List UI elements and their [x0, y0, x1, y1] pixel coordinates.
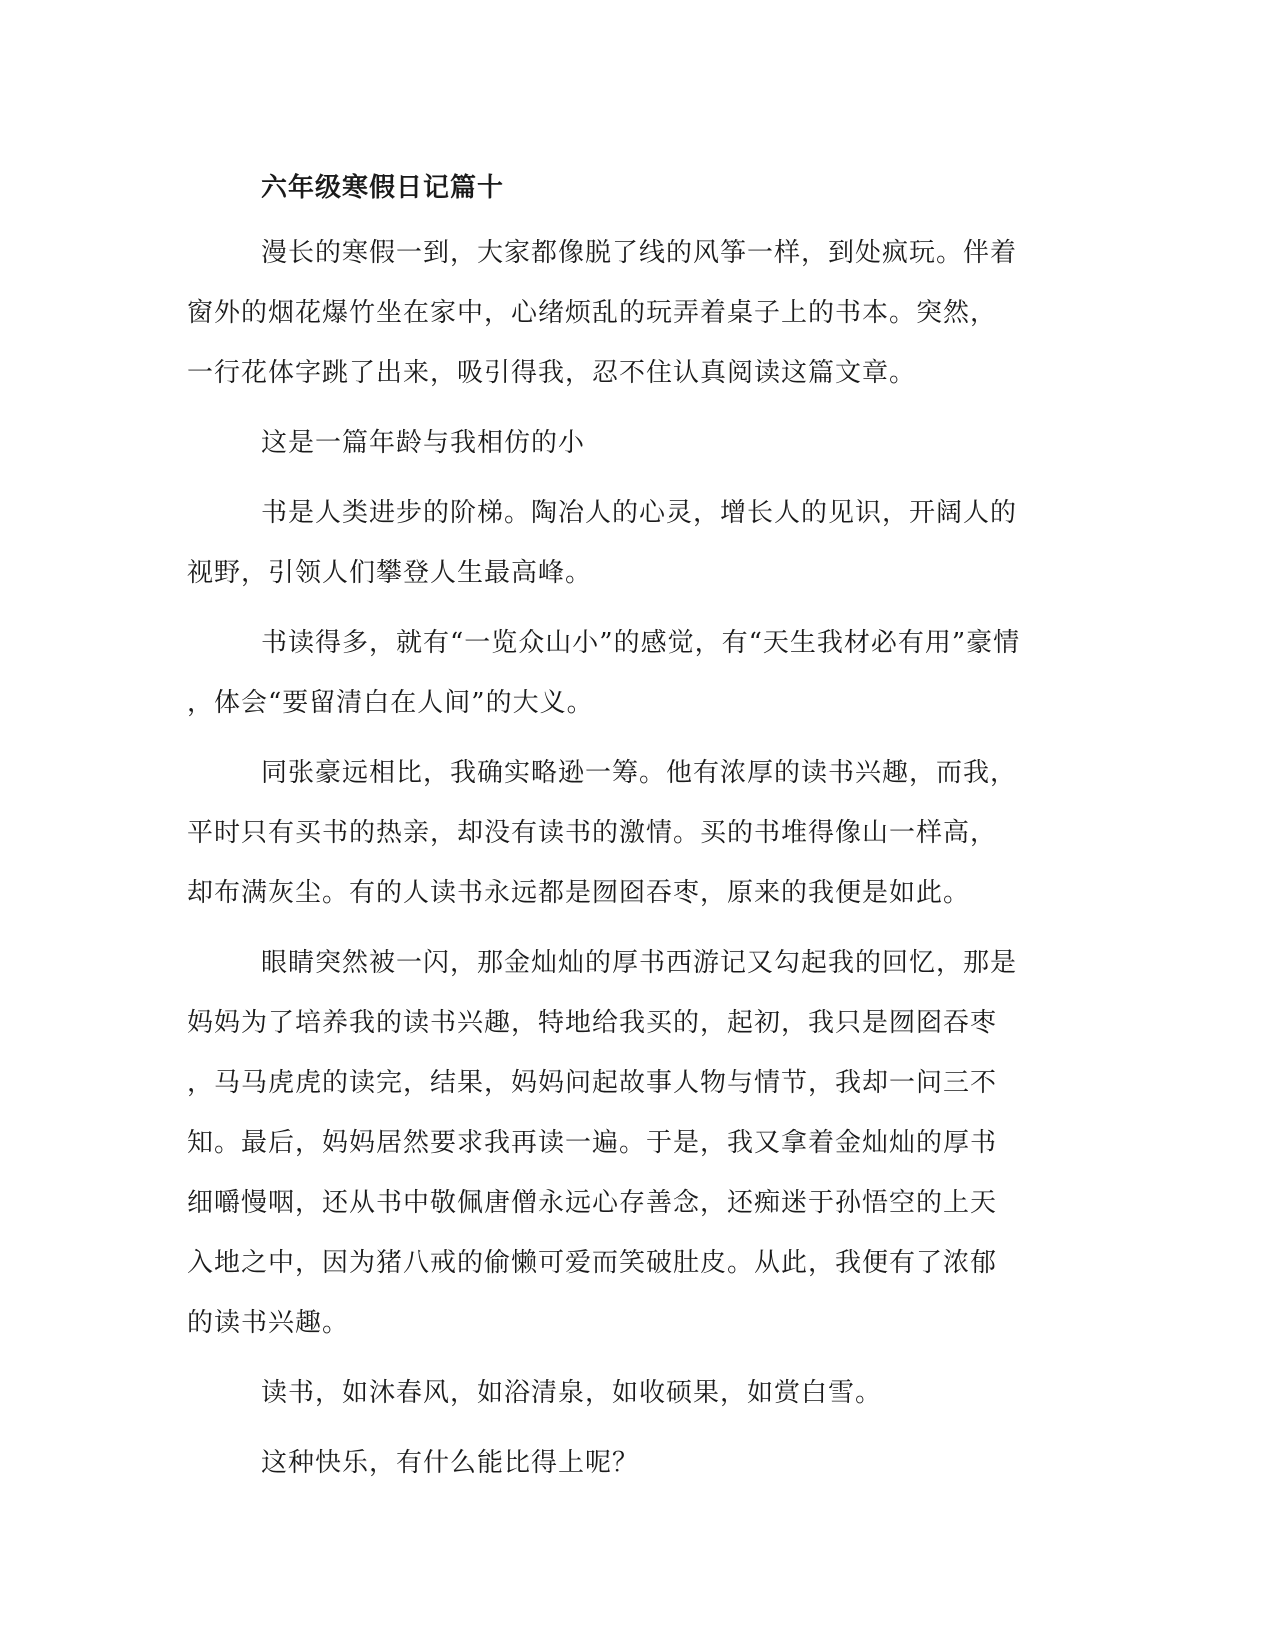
paragraph-line: 视野，引领人们攀登人生最高峰。: [187, 558, 593, 588]
paragraph-line: ，马马虎虎的读完，结果，妈妈问起故事人物与情节，我却一问三不: [187, 1068, 998, 1098]
paragraph-2: [187, 413, 1067, 473]
paragraph-line: 妈妈为了培养我的读书兴趣，特地给我买的，起初，我只是囫囵吞枣: [187, 1008, 998, 1038]
document-page: [187, 163, 1067, 1503]
paragraph-line: 这是一篇年龄与我相仿的小: [261, 428, 586, 458]
paragraph-line: 书读得多，就有“一览众山小”的感觉，有“天生我材必有用”豪情: [261, 628, 1021, 658]
paragraph-line: 知。最后，妈妈居然要求我再读一遍。于是，我又拿着金灿灿的厚书: [187, 1128, 998, 1158]
paragraph-line: 读书，如沐春风，如浴清泉，如收硕果，如赏白雪。: [261, 1378, 883, 1408]
document-title: 六年级寒假日记篇十: [261, 173, 505, 203]
paragraph-line: 的读书兴趣。: [187, 1308, 350, 1338]
paragraph-line: 眼睛突然被一闪，那金灿灿的厚书西游记又勾起我的回忆，那是: [261, 948, 1018, 978]
paragraph-line: 同张豪远相比，我确实略逊一筹。他有浓厚的读书兴趣，而我，: [261, 758, 1018, 788]
paragraph-5: [187, 743, 1067, 923]
paragraph-line: 这种快乐，有什么能比得上呢？: [261, 1448, 640, 1478]
paragraph-line: 漫长的寒假一到，大家都像脱了线的风筝一样，到处疯玩。伴着: [261, 238, 1018, 268]
paragraph-line: 平时只有买书的热亲，却没有读书的激情。买的书堆得像山一样高，: [187, 818, 998, 848]
paragraph-3: [187, 483, 1067, 603]
paragraph-line: 细嚼慢咽，还从书中敬佩唐僧永远心存善念，还痴迷于孙悟空的上天: [187, 1188, 998, 1218]
paragraph-line: 窗外的烟花爆竹坐在家中，心绪烦乱的玩弄着桌子上的书本。突然，: [187, 298, 998, 328]
paragraph-line: 书是人类进步的阶梯。陶冶人的心灵，增长人的见识，开阔人的: [261, 498, 1018, 528]
paragraph-line: 入地之中，因为猪八戒的偷懒可爱而笑破肚皮。从此，我便有了浓郁: [187, 1248, 998, 1278]
paragraph-1: [187, 223, 1067, 403]
paragraph-line: 一行花体字跳了出来，吸引得我，忍不住认真阅读这篇文章。: [187, 358, 917, 388]
paragraph-line: ，体会“要留清白在人间”的大义。: [187, 688, 594, 718]
paragraph-4: [187, 613, 1067, 733]
paragraph-8: [187, 1433, 1067, 1493]
paragraph-6: [187, 933, 1067, 1353]
paragraph-line: 却布满灰尘。有的人读书永远都是囫囵吞枣，原来的我便是如此。: [187, 878, 971, 908]
paragraph-7: [187, 1363, 1067, 1423]
